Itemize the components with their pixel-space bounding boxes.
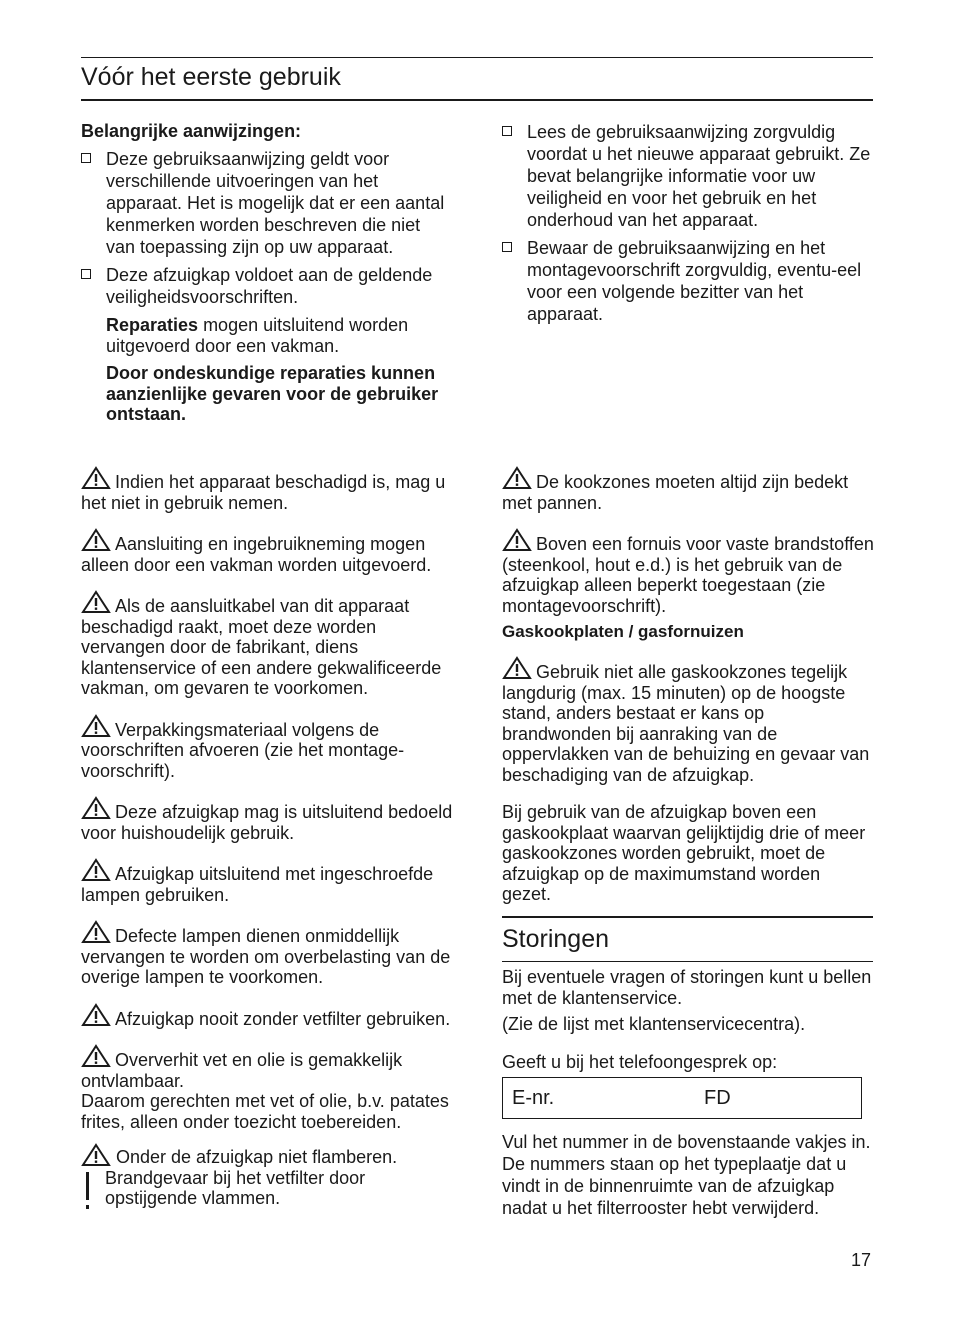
storingen-footer-text bbox=[502, 1131, 874, 1219]
page-number: 17 bbox=[851, 1250, 872, 1270]
warning-item bbox=[81, 1044, 453, 1132]
storingen-title: Storingen bbox=[502, 925, 610, 953]
warning-triangle-icon bbox=[81, 858, 111, 882]
fd-label: FD bbox=[704, 1087, 731, 1109]
bullet-item bbox=[81, 148, 453, 258]
exclamation-icon bbox=[83, 1170, 93, 1212]
right-top-column bbox=[502, 121, 874, 325]
flambe-line1: Onder de afzuigkap niet flamberen. bbox=[116, 1147, 398, 1167]
left-warnings bbox=[81, 466, 453, 1209]
warning-item bbox=[81, 796, 453, 843]
bullet-text: Bewaar de gebruiksaanwijzing en het montagevoorschrift zorgvuldig, eventu-eel voor een volgende bezitter van het apparaat. bbox=[527, 238, 862, 324]
warning-triangle-icon bbox=[81, 796, 111, 820]
gas-heading: Gaskookplaten / gasfornuizen bbox=[502, 622, 744, 641]
warning-item bbox=[81, 528, 453, 575]
warning-triangle-icon bbox=[81, 714, 111, 738]
bullet-text: Deze afzuigkap voldoet aan de geldende veiligheidsvoorschriften. bbox=[106, 265, 433, 307]
warning-text: Afzuigkap nooit zonder vetfilter gebruiken. bbox=[115, 1008, 451, 1029]
bullet-text: Lees de gebruiksaanwijzing zorgvuldig voordat u het nieuwe apparaat gebruikt. Ze bevat belangrijke informatie voor uw veiligheid en voor het gebruik en het onderhoud van het apparaat. bbox=[527, 122, 871, 230]
flambe-warning bbox=[81, 1147, 453, 1209]
storingen-p3: Geeft u bij het telefoongesprek op: bbox=[502, 1051, 778, 1072]
repair-note bbox=[81, 315, 453, 356]
warning-triangle-icon bbox=[81, 590, 111, 614]
warning-item bbox=[81, 858, 453, 905]
warning-triangle-icon bbox=[81, 466, 111, 490]
checkbox-bullet-icon bbox=[502, 242, 512, 252]
warning-triangle-icon bbox=[81, 1143, 111, 1167]
subheading-important: Belangrijke aanwijzingen: bbox=[81, 121, 302, 141]
storingen-underline bbox=[502, 961, 873, 962]
checkbox-bullet-icon bbox=[81, 153, 91, 163]
warning-triangle-icon bbox=[502, 466, 532, 490]
title-underline bbox=[81, 99, 873, 101]
bullet-text: Deze gebruiksaanwijzing geldt voor verschillende uitvoeringen van het apparaat. Het is mogelijk dat er een aantal kenmerken worden beschreven die niet van toepassing zijn op uw apparaat. bbox=[106, 149, 445, 257]
enr-fd-box bbox=[502, 1077, 862, 1119]
warning-item bbox=[81, 1003, 453, 1030]
warning-text: Afzuigkap uitsluitend met ingeschroefde lampen gebruiken. bbox=[81, 864, 434, 905]
warning-text: Verpakkingsmateriaal volgens de voorschriften afvoeren (zie het montage-voorschrift). bbox=[81, 719, 405, 781]
gas-paragraph: Bij gebruik van de afzuigkap boven een gaskookplaat waarvan gelijktijdig drie of meer gaskookzones worden gebruikt, moet de afzuigkap op de maximumstand worden gezet. bbox=[502, 802, 866, 904]
warning-item bbox=[81, 590, 453, 699]
warning-text: De kookzones moeten altijd zijn bedekt met pannen. bbox=[502, 472, 849, 513]
repair-bold: Reparaties bbox=[106, 315, 199, 335]
warning-text: Defecte lampen dienen onmiddellijk vervangen te worden om overbelasting van de overige lampen te voorkomen. bbox=[81, 926, 451, 987]
warning-triangle-icon bbox=[81, 1044, 111, 1068]
enr-label: E-nr. bbox=[512, 1087, 555, 1109]
warning-text: Indien het apparaat beschadigd is, mag u het niet in gebruik nemen. bbox=[81, 472, 446, 513]
bullet-item bbox=[502, 237, 874, 325]
repair-rest: mogen uitsluitend worden uitgevoerd door een vakman. bbox=[106, 315, 409, 356]
warning-text: Oververhit vet en olie is gemakkelijk ontvlambaar. bbox=[81, 1050, 403, 1091]
warning-triangle-icon bbox=[81, 920, 111, 944]
warning-item bbox=[81, 920, 453, 988]
warning-item bbox=[81, 714, 453, 782]
storingen-body bbox=[502, 967, 874, 1072]
top-rule bbox=[81, 57, 873, 58]
danger-note: Door ondeskundige reparaties kunnen aanzienlijke gevaren voor de gebruiker ontstaan. bbox=[106, 363, 439, 424]
warning-text: Als de aansluitkabel van dit apparaat beschadigd raakt, moet deze worden vervangen door de fabrikant, diens klantenservice of een andere gekwalificeerde vakman, om gevaren te voorkomen. bbox=[81, 596, 442, 698]
warning-triangle-icon bbox=[502, 528, 532, 552]
checkbox-bullet-icon bbox=[81, 269, 91, 279]
warning-triangle-icon bbox=[81, 528, 111, 552]
left-top-column bbox=[81, 121, 453, 425]
warning-text-continued: Daarom gerechten met vet of olie, b.v. patates frites, alleen onder toezicht toebereiden. bbox=[81, 1091, 449, 1132]
warning-text: Deze afzuigkap mag is uitsluitend bedoeld voor huishoudelijk gebruik. bbox=[81, 802, 453, 843]
warning-triangle-icon bbox=[81, 1003, 111, 1027]
flambe-line2: Brandgevaar bij het vetfilter door opstijgende vlammen. bbox=[105, 1167, 366, 1208]
checkbox-bullet-icon bbox=[502, 126, 512, 136]
right-warnings bbox=[502, 466, 874, 905]
storingen-p2: (Zie de lijst met klantenservicecentra). bbox=[502, 1014, 806, 1034]
bullet-item bbox=[81, 264, 453, 308]
storingen-top-rule bbox=[502, 916, 873, 918]
warning-item bbox=[502, 466, 874, 513]
page-title: Vóór het eerste gebruik bbox=[81, 63, 341, 91]
storingen-p4: Vul het nummer in de bovenstaande vakjes in. De nummers staan op het typeplaatje dat u vindt in de binnenruimte van de afzuigkap nadat u het filterrooster hebt verwijderd. bbox=[502, 1132, 871, 1218]
warning-triangle-icon bbox=[502, 656, 532, 680]
warning-text: Aansluiting en ingebruikneming mogen alleen door een vakman worden uitgevoerd. bbox=[81, 534, 432, 575]
warning-text: Boven een fornuis voor vaste brandstoffen (steenkool, hout e.d.) is het gebruik van de afzuigkap alleen beperkt toegestaan (zie montagevoorschrift). bbox=[502, 534, 874, 616]
warning-text: Gebruik niet alle gaskookzones tegelijk langdurig (max. 15 minuten) op de hoogste stand, anders bestaat er kans op brandwonden bij aanraking van de oppervlakken van de behuizing en gevaar van beschadiging van de afzuigkap. bbox=[502, 662, 870, 785]
warning-item bbox=[502, 656, 874, 785]
warning-item bbox=[502, 528, 874, 616]
bullet-item bbox=[502, 121, 874, 231]
warning-item bbox=[81, 466, 453, 513]
storingen-p1: Bij eventuele vragen of storingen kunt u bellen met de klantenservice. bbox=[502, 967, 872, 1008]
